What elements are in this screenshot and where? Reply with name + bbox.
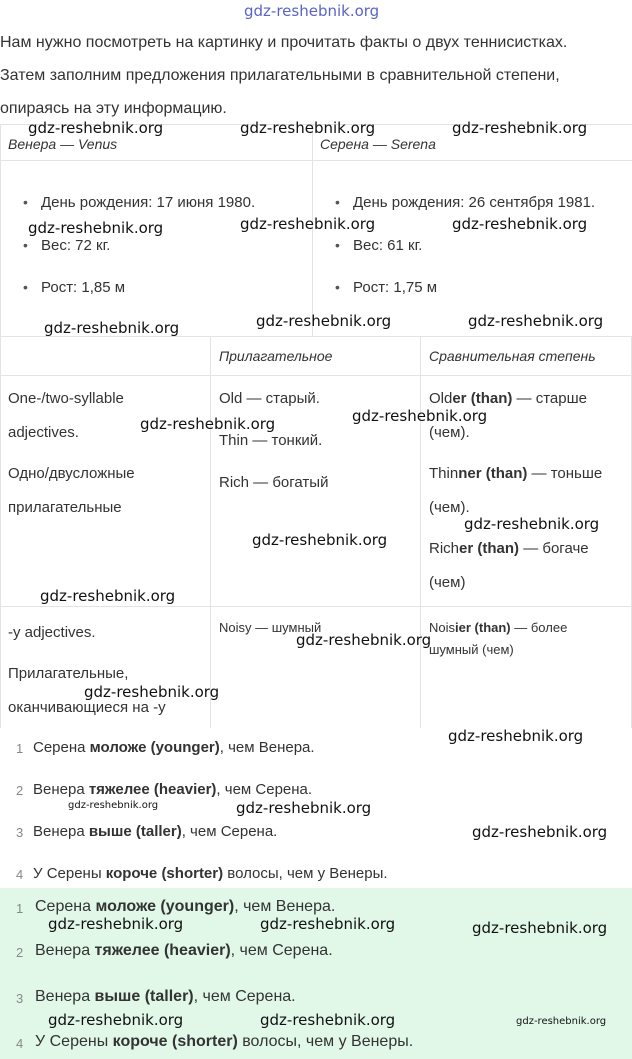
venus-header: Венера — Venus (8, 136, 118, 152)
answer-2-highlighted: Венера тяжелее (heavier), чем Серена. (35, 942, 333, 959)
serena-birthday: • День рождения: 26 сентября 1981. (353, 194, 595, 211)
comp-noisier: Noisier (than) — более (429, 620, 568, 635)
watermark-top[interactable]: gdz-reshebnik.org (244, 2, 380, 20)
comp-thinner-cont: (чем). (429, 499, 470, 516)
answer-4-highlighted: У Серены короче (shorter) волосы, чем у Венеры. (35, 1033, 414, 1050)
watermark: gdz-reshebnik.org (48, 1011, 184, 1029)
row1-type-en-1: One-/two-syllable (8, 390, 124, 407)
venus-birthday: • День рождения: 17 июня 1980. (41, 194, 255, 211)
venus-height: • Рост: 1,85 м (41, 279, 125, 296)
serena-header: Серена — Serena (320, 136, 436, 152)
answer-number: 1 (16, 741, 24, 756)
answer-number: 2 (16, 945, 24, 960)
watermark: gdz-reshebnik.org (48, 915, 184, 933)
row2-type-en: -y adjectives. (8, 624, 96, 641)
answer-number: 2 (16, 783, 24, 798)
comp-richer: Richer (than) — богаче (429, 540, 589, 557)
row1-type-ru-2: прилагательные (8, 499, 122, 516)
answer-2: Венера тяжелее (heavier), чем Серена. (33, 781, 313, 798)
watermark: gdz-reshebnik.org (28, 219, 164, 237)
watermark: gdz-reshebnik.org (252, 531, 388, 549)
watermark: gdz-reshebnik.org (296, 631, 432, 649)
row2-type-ru-1: Прилагательные, (8, 665, 129, 682)
intro-line-2: Затем заполним предложения прилагательными в сравнительной степени, (0, 67, 560, 84)
watermark: gdz-reshebnik.org (140, 415, 276, 433)
watermark: gdz-reshebnik.org (472, 919, 608, 937)
watermark: gdz-reshebnik.org (464, 515, 600, 533)
row2-type-ru-2: оканчивающиеся на -y (8, 699, 166, 716)
adj-thin: Thin — тонкий. (219, 432, 323, 449)
answer-3-highlighted: Венера выше (taller), чем Серена. (35, 988, 296, 1005)
adj-noisy: Noisy — шумный (219, 620, 322, 635)
divider (210, 336, 211, 728)
adj-rich: Rich — богатый (219, 474, 329, 491)
watermark: gdz-reshebnik.org (28, 119, 164, 137)
answer-1-highlighted: Серена моложе (younger), чем Венера. (35, 898, 336, 915)
divider (0, 160, 632, 161)
col-adjective-header: Прилагательное (219, 348, 333, 364)
answer-number: 3 (16, 825, 24, 840)
serena-weight: • Вес: 61 кг. (353, 237, 422, 254)
row1-type-ru-1: Одно/двусложные (8, 465, 135, 482)
watermark: gdz-reshebnik.org (260, 1011, 396, 1029)
watermark: gdz-reshebnik.org (472, 823, 608, 841)
watermark: gdz-reshebnik.org (260, 915, 396, 933)
answer-1: Серена моложе (younger), чем Венера. (33, 739, 315, 756)
comp-older: Older (than) — старше (429, 390, 587, 407)
answer-4: У Серены короче (shorter) волосы, чем у Венеры. (33, 865, 388, 882)
comp-noisier-cont: шумный (чем) (429, 642, 514, 657)
watermark: gdz-reshebnik.org (68, 800, 159, 811)
row1-type-en-2: adjectives. (8, 424, 79, 441)
serena-height: • Рост: 1,75 м (353, 279, 437, 296)
divider (0, 375, 632, 376)
answer-number: 3 (16, 991, 24, 1006)
comp-richer-cont: (чем) (429, 574, 466, 591)
watermark: gdz-reshebnik.org (236, 799, 372, 817)
watermark: gdz-reshebnik.org (448, 727, 584, 745)
watermark: gdz-reshebnik.org (256, 312, 392, 330)
watermark: gdz-reshebnik.org (468, 312, 604, 330)
watermark: gdz-reshebnik.org (352, 407, 488, 425)
answer-number: 1 (16, 901, 24, 916)
adj-old: Old — старый. (219, 390, 320, 407)
answer-number: 4 (16, 867, 24, 882)
watermark: gdz-reshebnik.org (452, 119, 588, 137)
watermark: gdz-reshebnik.org (84, 683, 220, 701)
col-comparative-header: Сравнительная степень (429, 348, 596, 364)
intro-line-3: опираясь на эту информацию. (0, 100, 227, 117)
comp-thinner: Thinner (than) — тоньше (429, 465, 603, 482)
answer-number: 4 (16, 1036, 24, 1051)
watermark: gdz-reshebnik.org (240, 119, 376, 137)
intro-line-1: Нам нужно посмотреть на картинку и прочитать факты о двух теннисистках. (0, 34, 568, 51)
watermark: gdz-reshebnik.org (40, 587, 176, 605)
answer-3: Венера выше (taller), чем Серена. (33, 823, 278, 840)
venus-weight: • Вес: 72 кг. (41, 237, 110, 254)
divider (0, 336, 1, 728)
comp-older-cont: (чем). (429, 424, 470, 441)
watermark: gdz-reshebnik.org (44, 319, 180, 337)
divider (0, 606, 632, 607)
watermark: gdz-reshebnik.org (452, 215, 588, 233)
watermark: gdz-reshebnik.org (240, 215, 376, 233)
divider (420, 336, 421, 728)
watermark: gdz-reshebnik.org (516, 1016, 607, 1027)
